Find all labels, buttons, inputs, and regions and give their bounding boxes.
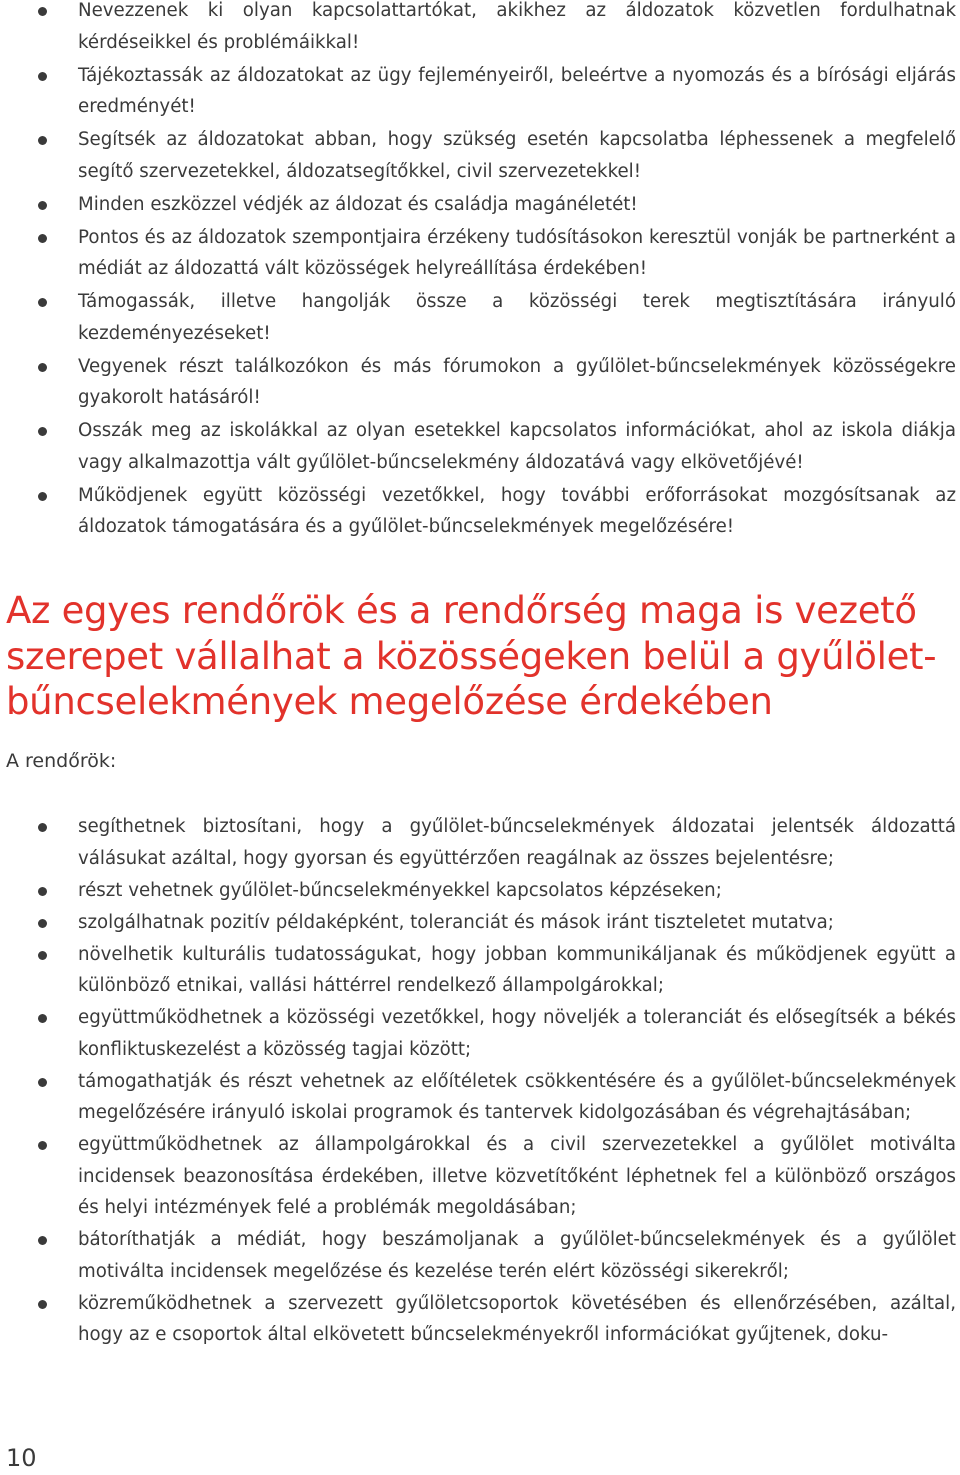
list-item xyxy=(0,60,960,123)
list-item xyxy=(0,124,960,187)
bottom-bullet-list xyxy=(0,811,960,1351)
bullet-icon xyxy=(38,136,47,145)
list-item-text: Vegyenek részt találkozókon és más fórumokon a gyűlölet-bűncselekmények közösségekre gyakorolt hatásáról! xyxy=(78,355,956,408)
section-subheading: A rendőrök: xyxy=(6,750,117,772)
list-item-text: Osszák meg az iskolákkal az olyan esetekkel kapcsolatos információkat, ahol az iskola diákja vagy alkalmazottja vált gyűlölet-bűncselekmény áldozatává vagy elkövetőjévé! xyxy=(78,420,956,473)
top-bullet-list xyxy=(0,0,960,544)
list-item xyxy=(0,875,960,907)
list-item xyxy=(0,811,960,874)
page-number: 10 xyxy=(6,1444,37,1472)
bullet-icon xyxy=(38,201,47,210)
list-item-text: közreműködhetnek a szervezett gyűlöletcsoportok követésében és ellenőrzésében, azáltal, hogy az e csoportok által elkövetett bűncselekményekről információkat gyűjtenek, doku- xyxy=(78,1292,956,1345)
list-item xyxy=(0,907,960,939)
list-item xyxy=(0,189,960,221)
bullet-icon xyxy=(38,492,47,501)
bullet-icon xyxy=(38,7,47,16)
list-item xyxy=(0,1066,960,1129)
bullet-icon xyxy=(38,72,47,81)
list-item-text: támogathatják és részt vehetnek az előítéletek csökkentésére és a gyűlölet-bűncselekmények megelőzésére irányuló iskolai programok és tantervek kidolgozásában és végrehajtásában; xyxy=(78,1070,956,1123)
bullet-icon xyxy=(38,298,47,307)
list-item xyxy=(0,351,960,414)
list-item-text: segíthetnek biztosítani, hogy a gyűlölet-bűncselekmények áldozatai jelentsék áldozattá válásukat azáltal, hogy gyorsan és együttérzően reagálnak az összes bejelentésre; xyxy=(78,816,956,869)
section-heading: Az egyes rendőrök és a rendőrség maga is vezető szerepet vállalhat a közösségeken belül a gyűlölet-bűncselekmények megelőzése érdekében xyxy=(6,589,937,723)
bullet-icon xyxy=(38,823,47,832)
list-item-text: Nevezzenek ki olyan kapcsolattartókat, akikhez az áldozatok közvetlen fordulhatnak kérdéseikkel és problémáikkal! xyxy=(78,0,956,53)
list-item-text: Segítsék az áldozatokat abban, hogy szükség esetén kapcsolatba léphessenek a megfelelő segítő szervezetekkel, áldozatsegítőkkel, civil szervezetekkel! xyxy=(78,129,956,182)
bullet-icon xyxy=(38,1078,47,1087)
bullet-icon xyxy=(38,1236,47,1245)
list-item xyxy=(0,1288,960,1351)
list-item-text: Működjenek együtt közösségi vezetőkkel, hogy további erőforrásokat mozgósítsanak az áldozatok támogatására és a gyűlölet-bűncselekmények megelőzésére! xyxy=(78,484,956,537)
bullet-icon xyxy=(38,363,47,372)
bullet-icon xyxy=(38,1300,47,1309)
list-item-text: bátoríthatják a médiát, hogy beszámoljanak a gyűlölet-bűncselekmények és a gyűlölet motiválta incidensek megelőzése és kezelése terén elért közösségi sikerekről; xyxy=(78,1229,956,1282)
list-item xyxy=(0,286,960,349)
list-item xyxy=(0,1224,960,1287)
list-item-text: Minden eszközzel védjék az áldozat és családja magánéletét! xyxy=(78,193,638,215)
list-item xyxy=(0,939,960,1002)
bullet-icon xyxy=(38,919,47,928)
bullet-icon xyxy=(38,887,47,896)
list-item-text: együttműködhetnek a közösségi vezetőkkel, hogy növeljék a toleranciát és elősegítsék a békés konfliktuskezelést a közösség tagjai között; xyxy=(78,1007,956,1060)
list-item-text: szolgálhatnak pozitív példaképként, toleranciát és mások iránt tiszteletet mutatva; xyxy=(78,911,834,933)
list-item xyxy=(0,1002,960,1065)
list-item xyxy=(0,222,960,285)
bullet-icon xyxy=(38,1141,47,1150)
list-item-text: részt vehetnek gyűlölet-bűncselekményekkel kapcsolatos képzéseken; xyxy=(78,879,722,901)
bullet-icon xyxy=(38,427,47,436)
bullet-icon xyxy=(38,234,47,243)
list-item xyxy=(0,1129,960,1224)
list-item-text: Pontos és az áldozatok szempontjaira érzékeny tudósításokon keresztül vonják be partnerként a médiát az áldozattá vált közösségek helyreállítása érdekében! xyxy=(78,226,956,279)
bullet-icon xyxy=(38,951,47,960)
list-item-text: Támogassák, illetve hangolják össze a közösségi terek megtisztítására irányuló kezdeményezéseket! xyxy=(78,291,956,344)
bullet-icon xyxy=(38,1014,47,1023)
list-item-text: együttműködhetnek az állampolgárokkal és a civil szervezetekkel a gyűlölet motiválta incidensek beazonosítása érdekében, illetve közvetítőként léphetnek fel a különböző országos és helyi intézmények felé a problémák megoldásában; xyxy=(78,1134,956,1218)
list-item xyxy=(0,415,960,478)
list-item xyxy=(0,480,960,543)
list-item-text: Tájékoztassák az áldozatokat az ügy fejleményeiről, beleértve a nyomozás és a bírósági eljárás eredményét! xyxy=(78,64,956,117)
list-item-text: növelhetik kulturális tudatosságukat, hogy jobban kommunikáljanak és működjenek együtt a különböző etnikai, vallási háttérrel rendelkező állampolgárokkal; xyxy=(78,943,956,996)
list-item xyxy=(0,0,960,58)
